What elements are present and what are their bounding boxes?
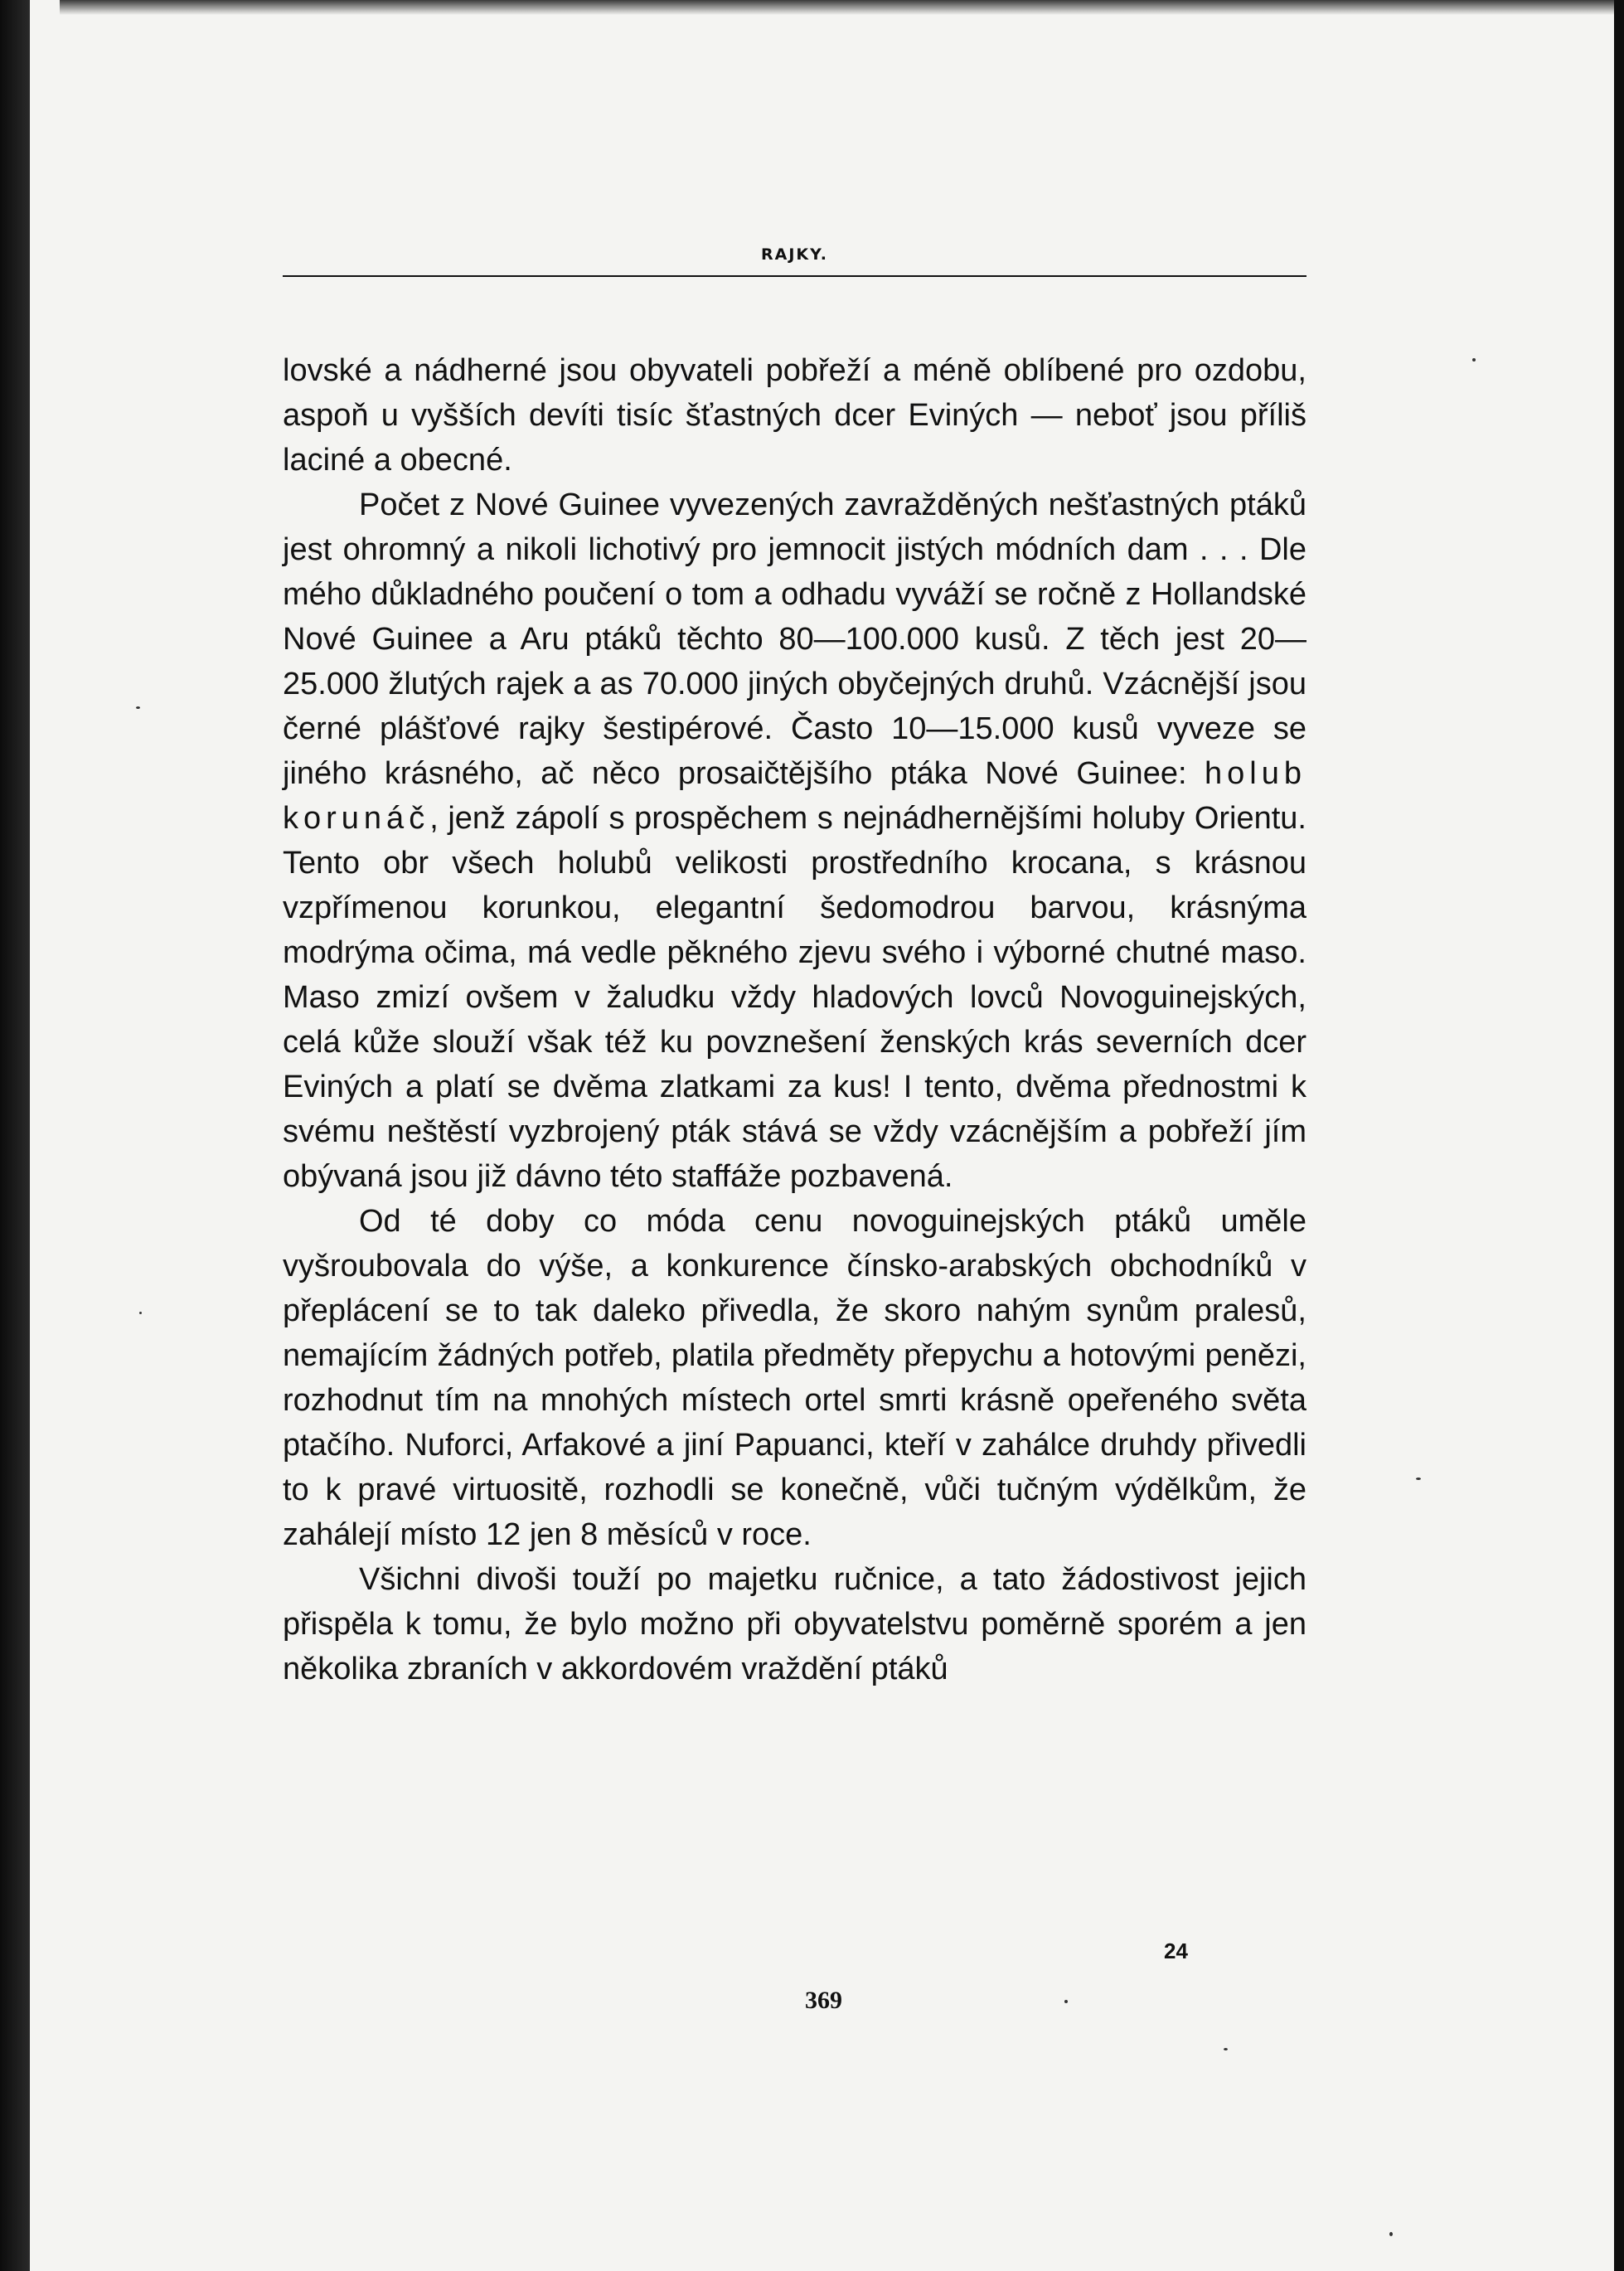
book-page xyxy=(30,0,1617,2271)
paragraph-text: Od té doby co móda cenu novoguinejských ptáků uměle vyšroubovala do výše, a konkurence čínsko-arabských obchodníků v přeplácení se to tak daleko přivedla, že skoro nahým synům pralesů, nemajícím žádných potřeb, platila předměty přepychu a hotovými penězi, rozhodnut tím na mnohých místech ortel smrti krásně opeřeného světa ptačího. Nuforci, Arfakové a jiní Papuanci, kteří v zahálce druhdy přivedli to k pravé virtuositě, rozhodli se konečně, vůči tučným výdělkům, že zahálejí místo 12 jen 8 měsíců v roce. xyxy=(283,1204,1306,1552)
scan-top-edge xyxy=(60,0,1624,15)
scan-speck xyxy=(136,706,140,709)
running-head-rule xyxy=(283,275,1306,277)
paragraph-text: , jenž zápolí s prospěchem s nejnádhernějšími holuby Orientu. Tento obr všech holubů velikosti prostředního krocana, s krásnou vzpřímenou korunkou, elegantní šedomodrou barvou, krásnýma modrýma očima, má vedle pěkného zjevu svého i výborné chutné maso. Maso zmizí ovšem v žaludku vždy hladových lovců Novoguinejských, celá kůže slouží však též ku povznešení ženských krás severních dcer Eviných a platí se dvěma zlatkami za kus! I tento, dvěma přednostmi k svému neštěstí vyzbrojený pták stává se vždy vzácnějším a pobřeží jím obývaná jsou již dávno této staffáže pozbavená. xyxy=(283,801,1306,1194)
scan-speck xyxy=(1389,2232,1393,2236)
body-text xyxy=(283,348,1306,1691)
scan-speck xyxy=(1472,358,1476,362)
paragraph xyxy=(283,348,1306,483)
paragraph-text: lovské a nádherné jsou obyvateli pobřeží a méně oblíbené pro ozdobu, aspoň u vyšších devíti tisíc šťastných dcer Eviných — neboť jsou příliš laciné a obecné. xyxy=(283,353,1306,478)
running-head xyxy=(283,245,1306,279)
paragraph-text: Všichni divoši touží po majetku ručnice, a tato žádostivost jejich přispěla k tomu, že bylo možno při obyvatelstvu poměrně sporém a jen několika zbraních v akkordovém vraždění ptáků xyxy=(283,1562,1306,1686)
signature-mark: 24 xyxy=(1164,1939,1188,1963)
scan-left-edge xyxy=(0,0,30,2271)
paragraph xyxy=(283,1557,1306,1691)
scan-speck xyxy=(1224,2048,1228,2050)
scan-speck xyxy=(139,1312,142,1314)
paragraph xyxy=(283,1199,1306,1557)
scan-speck xyxy=(1416,1478,1421,1480)
scan-speck xyxy=(1064,2000,1068,2003)
page-number: 369 xyxy=(805,1987,842,2014)
paragraph-text: Počet z Nové Guinee vyvezených zavražděných nešťastných ptáků jest ohromný a nikoli lichotivý pro jemnocit jistých módních dam . . . Dle mého důkladného poučení o tom a odhadu vyváží se ročně z Hollandské Nové Guinee a Aru ptáků těchto 80—100.000 kusů. Z těch jest 20—25.000 žlutých rajek a as 70.000 jiných obyčejných druhů. Vzácnější jsou černé plášťové rajky šestipérové. Často 10—15.000 kusů vyveze se jiného krásného, ač něco prosaičtějšího ptáka Nové Guinee: xyxy=(283,488,1306,791)
paragraph xyxy=(283,483,1306,1199)
running-head-title: RAJKY. xyxy=(761,245,828,264)
spaced-term: holub korunáč xyxy=(283,756,1306,836)
scan-right-edge xyxy=(1614,0,1624,2271)
